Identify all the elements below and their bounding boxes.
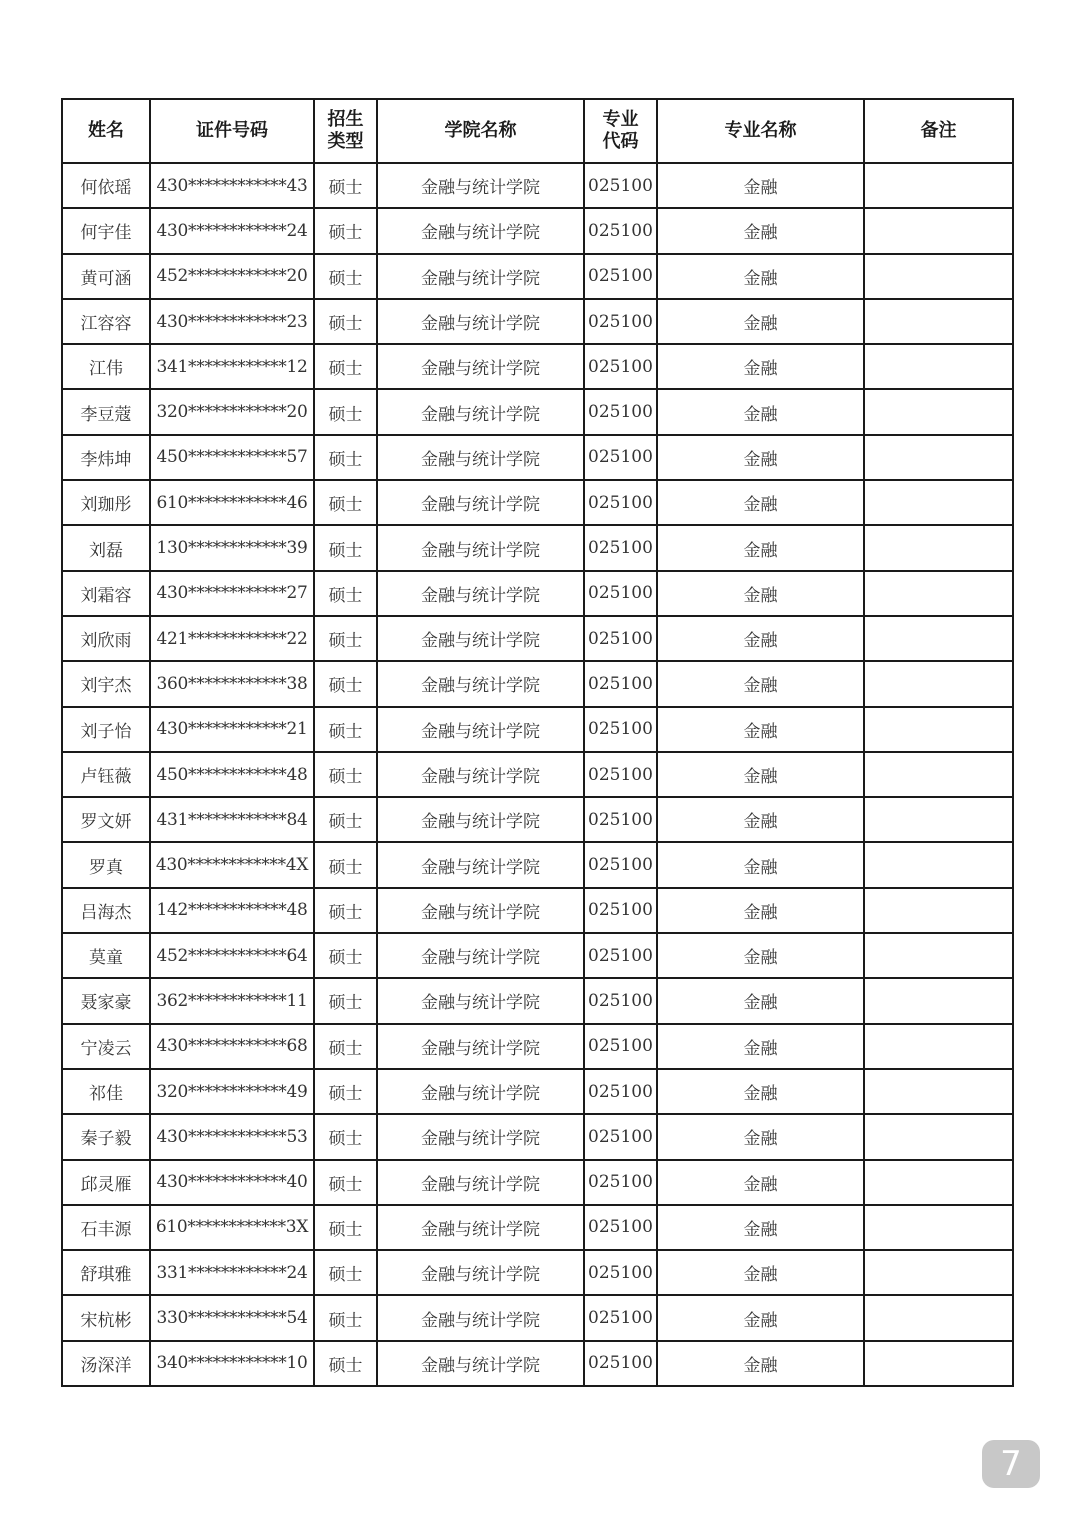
cell-id-number: 430************23 (150, 299, 314, 344)
cell-major-name: 金融 (657, 208, 864, 253)
cell-remark (864, 299, 1013, 344)
cell-major-code: 025100 (584, 1160, 657, 1205)
cell-remark (864, 571, 1013, 616)
cell-enroll-type: 硕士 (314, 480, 377, 525)
table-row (62, 616, 1013, 661)
cell-remark (864, 797, 1013, 842)
cell-college: 金融与统计学院 (377, 525, 584, 570)
cell-enroll-type: 硕士 (314, 752, 377, 797)
cell-name: 江容容 (62, 299, 150, 344)
cell-id-number: 341************12 (150, 344, 314, 389)
cell-id-number: 331************24 (150, 1250, 314, 1295)
header-enroll-type-line2: 类型 (327, 131, 364, 152)
cell-remark (864, 208, 1013, 253)
table-row (62, 1114, 1013, 1159)
cell-major-name: 金融 (657, 752, 864, 797)
cell-college: 金融与统计学院 (377, 1250, 584, 1295)
cell-id-number: 430************27 (150, 571, 314, 616)
cell-id-number: 431************84 (150, 797, 314, 842)
cell-remark (864, 752, 1013, 797)
cell-remark (864, 842, 1013, 887)
cell-remark (864, 1205, 1013, 1250)
cell-college: 金融与统计学院 (377, 344, 584, 389)
cell-remark (864, 707, 1013, 752)
cell-remark (864, 163, 1013, 208)
cell-id-number: 360************38 (150, 661, 314, 706)
cell-enroll-type: 硕士 (314, 1341, 377, 1386)
cell-name: 石丰源 (62, 1205, 150, 1250)
cell-college: 金融与统计学院 (377, 1114, 584, 1159)
header-major-code-line1: 专业 (602, 109, 639, 130)
table-row (62, 525, 1013, 570)
cell-major-name: 金融 (657, 616, 864, 661)
cell-enroll-type: 硕士 (314, 525, 377, 570)
cell-enroll-type: 硕士 (314, 435, 377, 480)
cell-major-name: 金融 (657, 1250, 864, 1295)
cell-major-code: 025100 (584, 978, 657, 1023)
cell-id-number: 450************57 (150, 435, 314, 480)
header-id-number (150, 99, 314, 163)
cell-name: 何依瑶 (62, 163, 150, 208)
cell-enroll-type: 硕士 (314, 842, 377, 887)
cell-college: 金融与统计学院 (377, 1341, 584, 1386)
cell-remark (864, 661, 1013, 706)
cell-major-code: 025100 (584, 344, 657, 389)
cell-major-code: 025100 (584, 480, 657, 525)
cell-enroll-type: 硕士 (314, 571, 377, 616)
cell-college: 金融与统计学院 (377, 208, 584, 253)
cell-major-name: 金融 (657, 933, 864, 978)
table-row (62, 571, 1013, 616)
cell-major-name: 金融 (657, 1024, 864, 1069)
table-row (62, 978, 1013, 1023)
cell-enroll-type: 硕士 (314, 1069, 377, 1114)
cell-college: 金融与统计学院 (377, 752, 584, 797)
cell-major-code: 025100 (584, 435, 657, 480)
cell-name: 宁凌云 (62, 1024, 150, 1069)
cell-enroll-type: 硕士 (314, 707, 377, 752)
cell-major-name: 金融 (657, 797, 864, 842)
cell-major-name: 金融 (657, 1160, 864, 1205)
cell-enroll-type: 硕士 (314, 978, 377, 1023)
cell-enroll-type: 硕士 (314, 1205, 377, 1250)
cell-college: 金融与统计学院 (377, 1024, 584, 1069)
cell-remark (864, 888, 1013, 933)
table-row (62, 1341, 1013, 1386)
cell-remark (864, 1295, 1013, 1340)
cell-college: 金融与统计学院 (377, 616, 584, 661)
header-major-code (584, 99, 657, 163)
cell-name: 宋杭彬 (62, 1295, 150, 1340)
cell-enroll-type: 硕士 (314, 1250, 377, 1295)
cell-id-number: 421************22 (150, 616, 314, 661)
cell-id-number: 340************10 (150, 1341, 314, 1386)
cell-major-code: 025100 (584, 1024, 657, 1069)
cell-name: 江伟 (62, 344, 150, 389)
cell-major-code: 025100 (584, 1250, 657, 1295)
cell-college: 金融与统计学院 (377, 389, 584, 434)
cell-id-number: 610************46 (150, 480, 314, 525)
header-enroll-type (314, 99, 377, 163)
cell-enroll-type: 硕士 (314, 344, 377, 389)
cell-name: 舒琪雅 (62, 1250, 150, 1295)
cell-id-number: 430************53 (150, 1114, 314, 1159)
cell-major-name: 金融 (657, 1295, 864, 1340)
cell-id-number: 130************39 (150, 525, 314, 570)
cell-major-code: 025100 (584, 888, 657, 933)
page-number-badge: 7 (982, 1440, 1040, 1488)
cell-major-name: 金融 (657, 1114, 864, 1159)
cell-college: 金融与统计学院 (377, 1160, 584, 1205)
cell-college: 金融与统计学院 (377, 888, 584, 933)
cell-enroll-type: 硕士 (314, 797, 377, 842)
cell-name: 莫童 (62, 933, 150, 978)
table-row (62, 1069, 1013, 1114)
cell-id-number: 430************21 (150, 707, 314, 752)
cell-major-code: 025100 (584, 1295, 657, 1340)
cell-remark (864, 1069, 1013, 1114)
cell-major-name: 金融 (657, 571, 864, 616)
cell-id-number: 430************24 (150, 208, 314, 253)
table-row (62, 1295, 1013, 1340)
table-row (62, 480, 1013, 525)
table-row (62, 1024, 1013, 1069)
table-row (62, 707, 1013, 752)
cell-name: 卢钰薇 (62, 752, 150, 797)
cell-major-code: 025100 (584, 1341, 657, 1386)
cell-name: 李炜坤 (62, 435, 150, 480)
table-row (62, 254, 1013, 299)
cell-college: 金融与统计学院 (377, 480, 584, 525)
cell-id-number: 452************20 (150, 254, 314, 299)
table-row (62, 1250, 1013, 1295)
cell-name: 聂家豪 (62, 978, 150, 1023)
cell-name: 祁佳 (62, 1069, 150, 1114)
table-row (62, 163, 1013, 208)
cell-major-name: 金融 (657, 1069, 864, 1114)
cell-major-code: 025100 (584, 1114, 657, 1159)
table-row (62, 661, 1013, 706)
cell-college: 金融与统计学院 (377, 978, 584, 1023)
cell-major-code: 025100 (584, 525, 657, 570)
cell-enroll-type: 硕士 (314, 208, 377, 253)
cell-remark (864, 480, 1013, 525)
cell-college: 金融与统计学院 (377, 254, 584, 299)
cell-remark (864, 933, 1013, 978)
header-college (377, 99, 584, 163)
cell-id-number: 430************40 (150, 1160, 314, 1205)
header-name (62, 99, 150, 163)
cell-enroll-type: 硕士 (314, 389, 377, 434)
cell-name: 何宇佳 (62, 208, 150, 253)
cell-enroll-type: 硕士 (314, 163, 377, 208)
cell-college: 金融与统计学院 (377, 1069, 584, 1114)
cell-major-name: 金融 (657, 1341, 864, 1386)
cell-college: 金融与统计学院 (377, 797, 584, 842)
cell-enroll-type: 硕士 (314, 1160, 377, 1205)
cell-remark (864, 435, 1013, 480)
cell-name: 李豆蔻 (62, 389, 150, 434)
table-row (62, 1205, 1013, 1250)
cell-id-number: 452************64 (150, 933, 314, 978)
table-row (62, 752, 1013, 797)
cell-remark (864, 389, 1013, 434)
cell-remark (864, 1024, 1013, 1069)
cell-college: 金融与统计学院 (377, 1205, 584, 1250)
header-major-name-label: 专业名称 (724, 120, 797, 141)
cell-major-name: 金融 (657, 661, 864, 706)
cell-name: 邱灵雁 (62, 1160, 150, 1205)
cell-enroll-type: 硕士 (314, 1114, 377, 1159)
cell-major-name: 金融 (657, 435, 864, 480)
cell-id-number: 430************43 (150, 163, 314, 208)
header-major-name (657, 99, 864, 163)
cell-enroll-type: 硕士 (314, 1024, 377, 1069)
table-row (62, 797, 1013, 842)
cell-name: 黄可涵 (62, 254, 150, 299)
cell-id-number: 330************54 (150, 1295, 314, 1340)
cell-enroll-type: 硕士 (314, 299, 377, 344)
cell-id-number: 430************68 (150, 1024, 314, 1069)
table-row (62, 933, 1013, 978)
cell-college: 金融与统计学院 (377, 707, 584, 752)
cell-enroll-type: 硕士 (314, 661, 377, 706)
header-major-code-line2: 代码 (602, 131, 639, 152)
cell-enroll-type: 硕士 (314, 616, 377, 661)
cell-name: 罗真 (62, 842, 150, 887)
cell-major-name: 金融 (657, 1205, 864, 1250)
table-row (62, 344, 1013, 389)
cell-id-number: 320************49 (150, 1069, 314, 1114)
cell-major-name: 金融 (657, 344, 864, 389)
cell-enroll-type: 硕士 (314, 254, 377, 299)
table-body (62, 163, 1013, 1386)
cell-major-code: 025100 (584, 389, 657, 434)
cell-major-name: 金融 (657, 480, 864, 525)
cell-major-code: 025100 (584, 933, 657, 978)
cell-major-code: 025100 (584, 797, 657, 842)
cell-major-name: 金融 (657, 978, 864, 1023)
cell-major-code: 025100 (584, 299, 657, 344)
cell-name: 吕海杰 (62, 888, 150, 933)
cell-major-code: 025100 (584, 163, 657, 208)
cell-id-number: 430************4X (150, 842, 314, 887)
cell-remark (864, 525, 1013, 570)
cell-college: 金融与统计学院 (377, 571, 584, 616)
cell-major-code: 025100 (584, 254, 657, 299)
cell-college: 金融与统计学院 (377, 842, 584, 887)
cell-college: 金融与统计学院 (377, 299, 584, 344)
table-row (62, 888, 1013, 933)
table-row (62, 299, 1013, 344)
cell-id-number: 142************48 (150, 888, 314, 933)
cell-major-name: 金融 (657, 299, 864, 344)
cell-major-name: 金融 (657, 707, 864, 752)
cell-remark (864, 1114, 1013, 1159)
cell-id-number: 362************11 (150, 978, 314, 1023)
cell-major-code: 025100 (584, 571, 657, 616)
cell-remark (864, 254, 1013, 299)
cell-remark (864, 978, 1013, 1023)
cell-college: 金融与统计学院 (377, 435, 584, 480)
cell-major-name: 金融 (657, 389, 864, 434)
cell-name: 罗文妍 (62, 797, 150, 842)
cell-major-code: 025100 (584, 752, 657, 797)
header-remarks-label: 备注 (920, 120, 957, 141)
cell-college: 金融与统计学院 (377, 933, 584, 978)
cell-college: 金融与统计学院 (377, 1295, 584, 1340)
cell-major-code: 025100 (584, 1069, 657, 1114)
cell-major-name: 金融 (657, 525, 864, 570)
cell-major-code: 025100 (584, 1205, 657, 1250)
admission-roster-table (61, 98, 1014, 1387)
cell-name: 刘霜容 (62, 571, 150, 616)
cell-major-name: 金融 (657, 888, 864, 933)
cell-major-code: 025100 (584, 661, 657, 706)
cell-id-number: 610************3X (150, 1205, 314, 1250)
cell-id-number: 320************20 (150, 389, 314, 434)
header-college-label: 学院名称 (444, 120, 517, 141)
cell-enroll-type: 硕士 (314, 1295, 377, 1340)
cell-name: 刘磊 (62, 525, 150, 570)
cell-remark (864, 1250, 1013, 1295)
cell-remark (864, 344, 1013, 389)
header-name-label: 姓名 (88, 120, 124, 141)
cell-major-code: 025100 (584, 616, 657, 661)
cell-major-code: 025100 (584, 208, 657, 253)
table-row (62, 1160, 1013, 1205)
cell-name: 刘宇杰 (62, 661, 150, 706)
table-header (62, 99, 1013, 163)
table-row (62, 208, 1013, 253)
cell-name: 秦子毅 (62, 1114, 150, 1159)
cell-major-name: 金融 (657, 254, 864, 299)
cell-id-number: 450************48 (150, 752, 314, 797)
cell-college: 金融与统计学院 (377, 661, 584, 706)
cell-remark (864, 1160, 1013, 1205)
header-enroll-type-line1: 招生 (327, 109, 364, 130)
cell-name: 刘欣雨 (62, 616, 150, 661)
cell-name: 刘子怡 (62, 707, 150, 752)
cell-remark (864, 616, 1013, 661)
header-id-number-label: 证件号码 (196, 120, 268, 141)
table-row (62, 389, 1013, 434)
cell-major-code: 025100 (584, 707, 657, 752)
cell-remark (864, 1341, 1013, 1386)
header-remarks (864, 99, 1013, 163)
header-row (62, 99, 1013, 163)
cell-major-code: 025100 (584, 842, 657, 887)
cell-name: 刘珈彤 (62, 480, 150, 525)
cell-enroll-type: 硕士 (314, 888, 377, 933)
table-row (62, 842, 1013, 887)
table-row (62, 435, 1013, 480)
cell-college: 金融与统计学院 (377, 163, 584, 208)
cell-major-name: 金融 (657, 842, 864, 887)
cell-major-name: 金融 (657, 163, 864, 208)
cell-name: 汤深洋 (62, 1341, 150, 1386)
cell-enroll-type: 硕士 (314, 933, 377, 978)
